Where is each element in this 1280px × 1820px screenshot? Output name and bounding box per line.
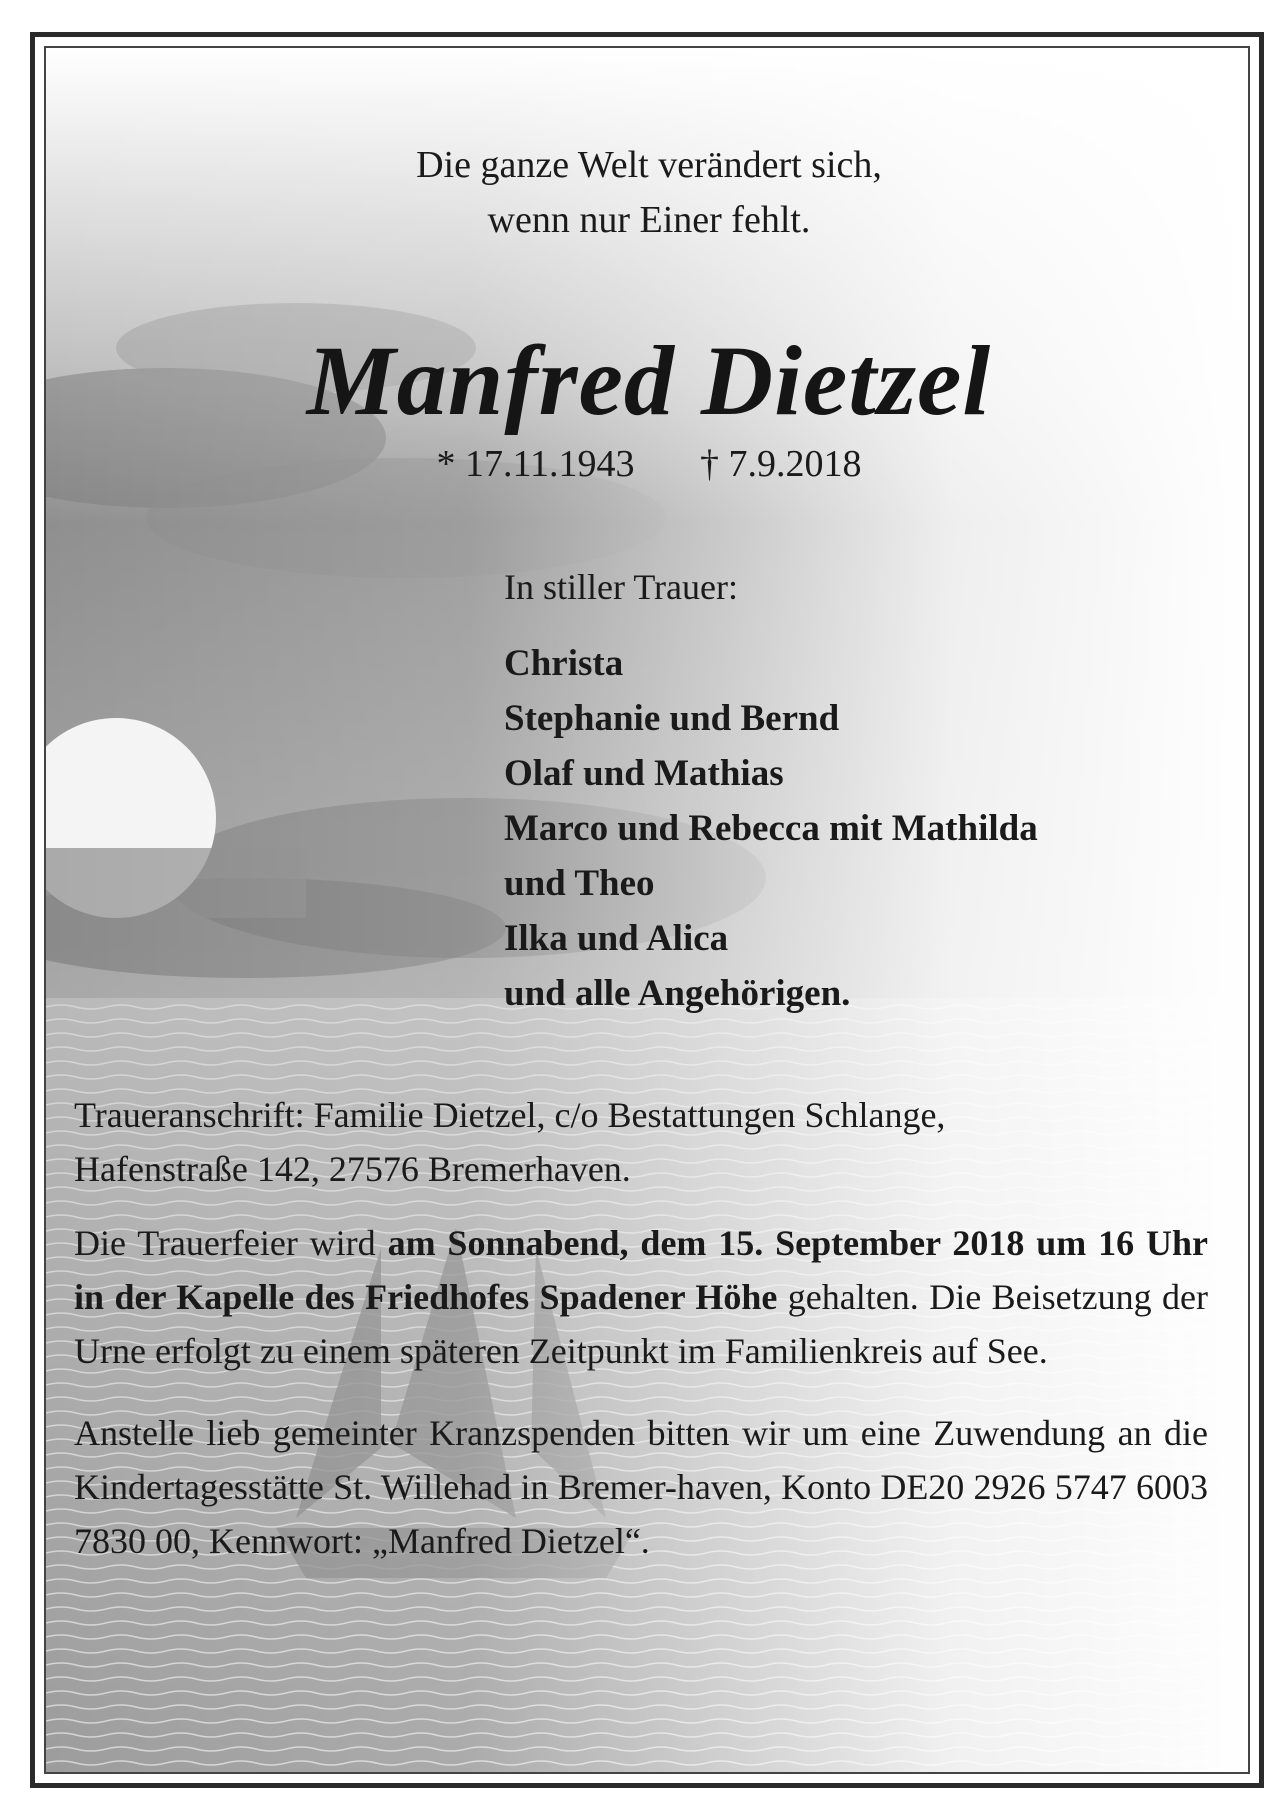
obituary-card: [44, 46, 1250, 1774]
quote-line-1: Die ganze Welt verändert sich,: [416, 144, 882, 186]
address-line-2: Hafenstraße 142, 27576 Bremerhaven.: [74, 1149, 631, 1189]
donation-notice: Anstelle lieb gemeinter Kranzspenden bitten wir um eine Zuwendung an die Kindertagesstätte St. Willehad in Bremer-haven, Konto DE20 2926 5747 6003 7830 00, Kennwort: „Manfred Dietzel“.: [74, 1413, 1208, 1561]
mourner-line: Stephanie und Bernd: [504, 698, 840, 739]
mourners-list: [504, 636, 1038, 1021]
birth-date: * 17.11.1943: [436, 443, 635, 485]
deceased-name: Manfred Dietzel: [306, 325, 992, 436]
service-text-post: gehalten. Die Beisetzung der Urne erfolgt zu einem späteren Zeitpunkt im Familienkreis auf See.: [74, 1277, 1208, 1371]
address-line-1: Traueranschrift: Familie Dietzel, c/o Bestattungen Schlange,: [74, 1095, 946, 1135]
mourner-line: Marco und Rebecca mit Mathilda: [504, 808, 1038, 849]
service-text-pre: Die Trauerfeier wird: [74, 1223, 388, 1263]
condolence-address: [74, 1088, 1208, 1196]
mourning-intro: In stiller Trauer:: [504, 567, 738, 607]
life-dates: [46, 442, 1250, 486]
death-date: † 7.9.2018: [700, 443, 862, 485]
service-date-location: am Sonnabend, dem 15. September 2018 um 16 Uhr in der Kapelle des Friedhofes Spadener Höhe: [74, 1223, 1208, 1317]
mourner-line: Ilka und Alica: [504, 918, 729, 959]
mourner-line: Olaf und Mathias: [504, 753, 784, 794]
funeral-service-notice: [74, 1216, 1208, 1378]
mourner-line: Christa: [504, 643, 624, 684]
quote-line-2: wenn nur Einer fehlt.: [487, 199, 811, 241]
mourner-line: und alle Angehörigen.: [504, 973, 851, 1014]
mourner-line: und Theo: [504, 863, 655, 904]
memorial-quote: [46, 138, 1250, 248]
